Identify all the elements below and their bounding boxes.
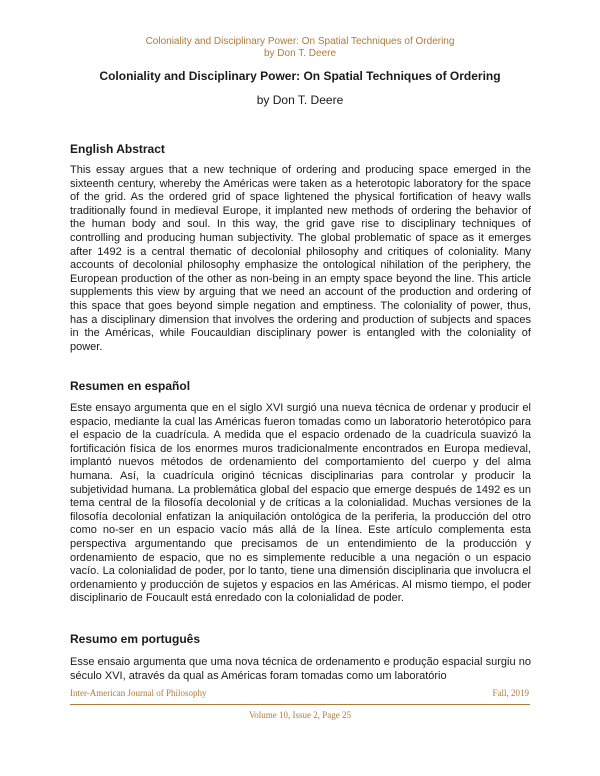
article-title: Coloniality and Disciplinary Power: On Spatial Techniques of Ordering	[99, 69, 501, 83]
article-byline: by Don T. Deere	[256, 93, 344, 107]
footer-date: Fall, 2019	[492, 688, 529, 698]
english-abstract-text: This essay argues that a new technique of ordering and producing space emerged in the sixteenth century, whereby the Américas were taken as a heterotopic laboratory for the space of the grid. As the ordered grid of space lightened the physical fortification of heavy walls traditionally found in medieval Europe, it implanted new methods of ordering the behavior of the human body and soul. In this way, the grid gave rise to disciplinary techniques of controlling and producing human subjectivity. The global problematic of space as it emerges after 1492 is a central thematic of decolonial philosophy and critiques of coloniality. Many accounts of decolonial philosophy emphasize the ontological nihilation of the periphery, the European production of the other as non-being in an empty space beyond the line. This article supplements this view by arguing that we need an account of the production and ordering of this space that goes beyond simple negation and emptiness. The coloniality of power, thus, has a disciplinary dimension that involves the ordering and production of subjects and spaces in the Américas, while Foucauldian disciplinary power is entangled with the coloniality of power.	[70, 164, 531, 353]
running-head	[0, 36, 600, 60]
english-abstract-heading: English Abstract	[70, 142, 165, 156]
running-head-title: Coloniality and Disciplinary Power: On Spatial Techniques of Ordering	[145, 36, 455, 47]
spanish-abstract-heading: Resumen en español	[70, 379, 191, 393]
running-head-author: by Don T. Deere	[263, 48, 337, 59]
portuguese-abstract-text: Esse ensaio argumenta que uma nova técnica de ordenamento e produção espacial surgiu no século XVI, através da qual as Américas foram tomadas como um laboratório	[70, 656, 531, 682]
spanish-abstract-text: Este ensayo argumenta que en el siglo XVI surgió una nueva técnica de ordenar y producir el espacio, mediante la cual las Américas fueron tomadas como un laboratorio heterotópico para el espacio de la cuadrícula. A medida que el espacio ordenado de la cuadrícula suavizó la fortificación física de los enormes muros tradicionalmente encontrados en Europa medieval, implantó nuevos métodos de ordenamiento del comportamiento del cuerpo y del alma humana. Así, la cuadrícula originó técnicas disciplinarias para controlar y producir la subjetividad humana. La problemática global del espacio que emerge después de 1492 es un tema central de la filosofía decolonial y de críticas a la colonialidad. Muchas versiones de la filosofía decolonial enfatizan la aniquilación ontológica de la periferia, la producción del otro como no-ser en un espacio vacío más allá de la línea. Este artículo complementa esta perspectiva argumentando que precisamos de un entendimiento de la producción y ordenamiento de espacio, que no es simplemente reducible a una negación o un espacio vacío. La colonialidad de poder, por lo tanto, tiene una dimensión disciplinaria que involucra el ordenamiento y producción de sujetos y espacios en las Américas. Al mismo tiempo, el poder disciplinario de Foucault está enredado con la colonialidad de poder.	[70, 402, 531, 605]
footer-journal: Inter-American Journal of Philosophy	[70, 688, 207, 698]
footer-volume-page: Volume 10, Issue 2, Page 25	[248, 710, 352, 720]
portuguese-abstract-heading: Resumo em português	[70, 632, 201, 646]
footer-divider	[70, 704, 530, 705]
